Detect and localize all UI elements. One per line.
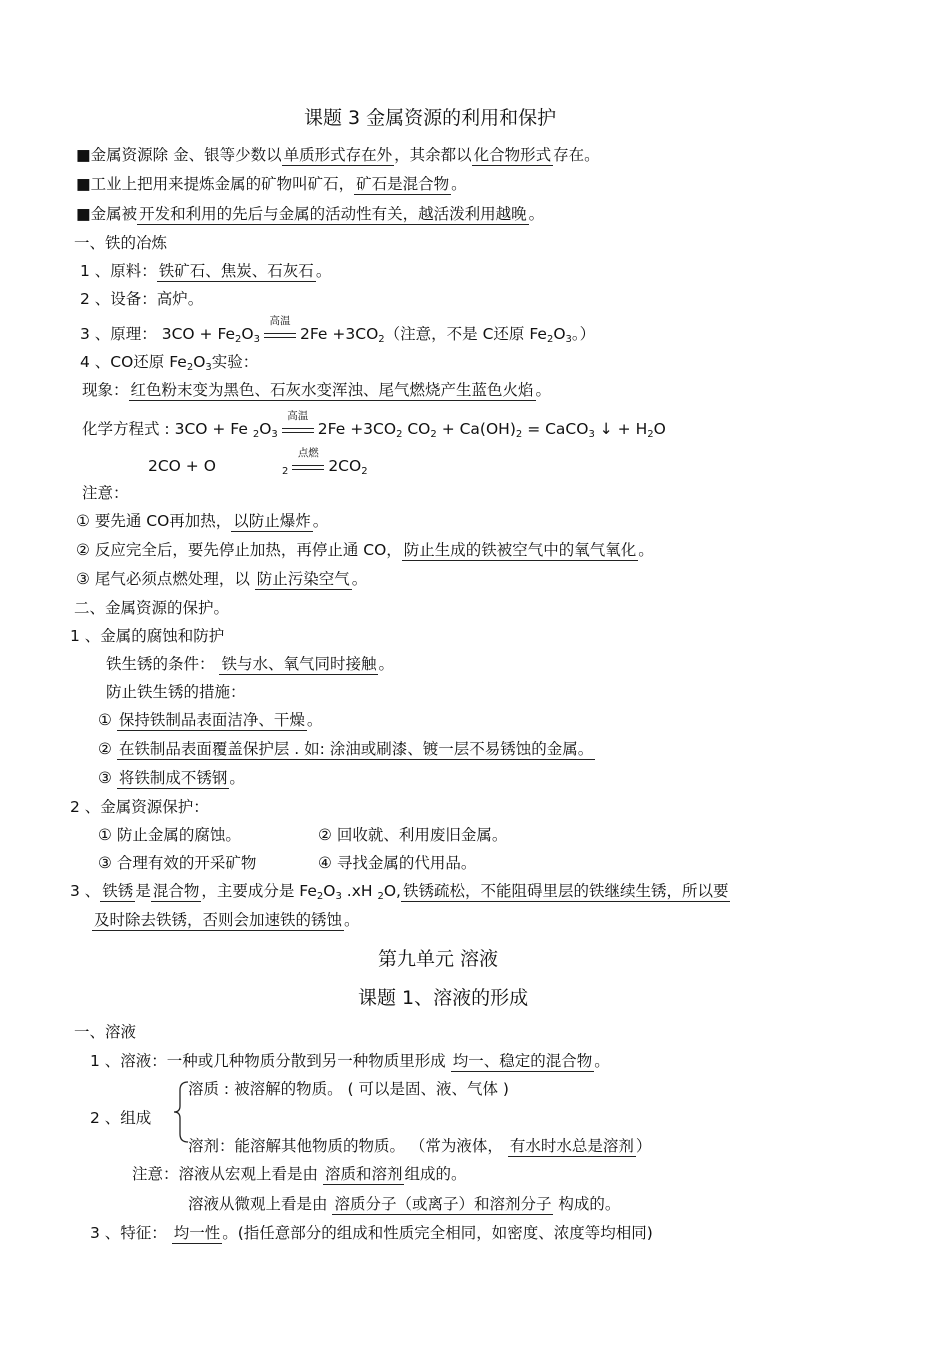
text: O <box>241 325 254 343</box>
section-heading: 二、金属资源的保护。 <box>74 599 230 617</box>
characteristics-line <box>90 1223 653 1243</box>
unit-title: 第九单元 溶液 <box>378 948 499 970</box>
measure-item-1 <box>98 710 322 730</box>
equation-line <box>82 409 666 445</box>
answer-blank: 溶质和溶剂 <box>324 1165 403 1183</box>
text: 1 、溶液：一种或几种物质分散到另一种物质里形成 <box>90 1052 451 1070</box>
answer-blank: 防止生成的铁被空气中的氧气氧化 <box>403 541 637 559</box>
answer-blank: 矿石是混合物 <box>356 175 450 193</box>
text: ，主要成分是 Fe <box>201 882 317 900</box>
text: 存在。 <box>553 146 600 164</box>
answer-blank: 混合物 <box>152 882 200 900</box>
text: .xH <box>341 882 378 900</box>
text: 溶液从微观上看是由 <box>188 1195 333 1213</box>
text: 2CO <box>328 457 362 475</box>
brace-icon <box>172 1080 192 1144</box>
text: + Ca(OH) <box>436 420 516 438</box>
reaction-arrow <box>264 314 296 342</box>
subscript: 2 <box>252 429 260 440</box>
measure-item-3 <box>98 768 245 788</box>
protection-item-1: ① 防止金属的腐蚀。 <box>98 826 241 844</box>
text: 。 <box>351 570 368 588</box>
text: （注意，不是 C还原 Fe <box>384 325 547 343</box>
text: 4 、CO还原 Fe <box>80 353 187 371</box>
subscript: 3 <box>205 362 212 373</box>
composition-label: 2 、组成 <box>90 1109 152 1127</box>
text: 2Fe +3CO <box>300 325 379 343</box>
answer-blank: 防止污染空气 <box>256 570 350 588</box>
subscript: 3 <box>271 429 278 440</box>
text: O <box>323 882 336 900</box>
experiment-line <box>80 352 258 378</box>
text: 化学方程式 : 3CO + Fe <box>82 420 253 438</box>
equipment-line: 2 、设备：高炉。 <box>80 290 204 308</box>
solute-line: 溶质 : 被溶解的物质。 ( 可以是固、液、气体 ) <box>188 1080 509 1098</box>
text: ■金属资源除 金、银等少数以 <box>76 146 282 164</box>
note-label: 注意： <box>82 484 129 502</box>
subscript: 2 <box>546 334 554 345</box>
reaction-arrow <box>292 446 324 474</box>
subscript: 2 <box>430 429 437 440</box>
text: ③ <box>98 769 117 787</box>
answer-blank: 保持铁制品表面洁净、干燥 <box>118 711 305 729</box>
subscript: 2 <box>281 466 289 477</box>
protection-item-4: ④ 寻找金属的代用品。 <box>318 854 477 872</box>
subscript: 2 <box>235 334 242 345</box>
text: 3 、 <box>70 882 101 900</box>
text: ① <box>98 711 117 729</box>
text: CO <box>402 420 431 438</box>
text: 。 <box>344 911 360 929</box>
text: 。 <box>528 205 545 223</box>
answer-blank: 红色粉末变为黑色、石灰水变浑浊、尾气燃烧产生蓝色火焰 <box>130 381 534 399</box>
text: 是 <box>135 882 151 900</box>
subscript: 2 <box>378 334 385 345</box>
subscript: 2 <box>377 891 384 902</box>
answer-blank: 铁锈 <box>102 882 134 900</box>
text: 。 <box>594 1052 610 1070</box>
answer-blank: 铁锈疏松，不能阻碍里层的铁继续生锈，所以要 <box>402 882 729 900</box>
subsection-heading: 1 、金属的腐蚀和防护 <box>70 627 225 645</box>
reaction-condition: 高温 <box>287 409 309 422</box>
text: 溶剂：能溶解其他物质的物质。 （常为液体， <box>188 1137 508 1155</box>
intro-line-2 <box>76 174 467 194</box>
rust-line <box>70 881 730 907</box>
text: 铁生锈的条件： <box>106 655 220 673</box>
phenomenon-line <box>82 380 551 400</box>
subscript: 2 <box>186 362 194 373</box>
text: 。） <box>571 325 596 343</box>
subscript: 2 <box>361 466 368 477</box>
measures-heading: 防止铁生锈的措施： <box>106 683 246 701</box>
text: 1 、原料： <box>80 262 157 280</box>
page-title: 课题 3 金属资源的利用和保护 <box>304 107 557 129</box>
rust-condition-line <box>106 654 394 674</box>
text: ↓ + H <box>594 420 648 438</box>
subscript: 3 <box>565 334 572 345</box>
principle-line <box>80 314 596 350</box>
rust-line-cont <box>92 910 360 930</box>
subscript: 3 <box>588 429 595 440</box>
text: ③ 尾气必须点燃处理，以 <box>76 570 255 588</box>
text: O <box>553 325 566 343</box>
text: 。(指任意部分的组成和性质完全相同，如密度、浓度等均相同) <box>222 1224 653 1242</box>
subscript: 3 <box>253 334 260 345</box>
text: 构成的。 <box>553 1195 621 1213</box>
text: 。 <box>638 541 654 559</box>
text: 。 <box>535 381 552 399</box>
lesson-title: 课题 1、溶液的形成 <box>358 987 529 1009</box>
reaction-condition: 点燃 <box>297 446 319 459</box>
note-item-1 <box>76 511 328 531</box>
text: 。 <box>451 175 467 193</box>
text: ② <box>98 740 117 758</box>
text: 。 <box>315 262 332 280</box>
subscript: 2 <box>515 429 523 440</box>
text: ② 反应完全后，要先停止加热，再停止通 CO， <box>76 541 402 559</box>
reaction-condition: 高温 <box>269 314 291 327</box>
intro-line-3 <box>76 204 544 224</box>
text: 2CO + O <box>148 457 216 475</box>
answer-blank: 均一性 <box>173 1224 221 1242</box>
text: ，其余都以 <box>394 146 472 164</box>
text: 组成的。 <box>404 1165 467 1183</box>
text: ■工业上把用来提炼金属的矿物叫矿石， <box>76 175 355 193</box>
text: 注意：溶液从宏观上看是由 <box>132 1165 323 1183</box>
answer-blank: 在铁制品表面覆盖保护层 . 如: 涂油或刷漆、镀一层不易锈蚀的金属。 <box>118 740 594 758</box>
text: = CaCO <box>522 420 589 438</box>
reaction-arrow <box>282 409 314 437</box>
solvent-line <box>188 1136 651 1156</box>
text: O <box>653 420 666 438</box>
note-item-3 <box>76 569 367 589</box>
note-macro <box>132 1164 466 1184</box>
answer-blank: 有水时水总是溶剂 <box>509 1137 634 1155</box>
text: 。 <box>378 655 394 673</box>
text: 。 <box>306 711 323 729</box>
answer-blank: 以防止爆炸 <box>233 512 311 530</box>
raw-materials-line <box>80 261 331 281</box>
text: 3 、原理： 3CO + Fe <box>80 325 236 343</box>
subscript: 2 <box>316 891 324 902</box>
text: ） <box>635 1137 652 1155</box>
answer-blank: 铁与水、氧气同时接触 <box>221 655 377 673</box>
answer-blank: 开发和利用的先后与金属的活动性有关，越活泼利用越晚 <box>139 205 527 223</box>
protection-item-2: ② 回收就、利用废旧金属。 <box>318 826 508 844</box>
subsection-heading: 2 、金属资源保护： <box>70 798 209 816</box>
text: ① 要先通 CO再加热， <box>76 512 232 530</box>
answer-blank: 将铁制成不锈钢 <box>118 769 228 787</box>
answer-blank: 溶质分子（或离子）和溶剂分子 <box>334 1195 552 1213</box>
text: 3 、特征： <box>90 1224 172 1242</box>
measure-item-2 <box>98 739 595 759</box>
text: 实验： <box>211 353 259 371</box>
answer-blank: 及时除去铁锈，否则会加速铁的锈蚀 <box>94 911 343 929</box>
subscript: 2 <box>396 429 403 440</box>
text: 。 <box>312 512 329 530</box>
answer-blank: 化合物形式 <box>473 146 552 164</box>
intro-line-1 <box>76 145 600 165</box>
subscript: 2 <box>647 429 654 440</box>
text: ■金属被 <box>76 205 138 223</box>
note-item-2 <box>76 540 654 560</box>
text: O <box>259 420 272 438</box>
protection-item-3: ③ 合理有效的开采矿物 <box>98 854 257 872</box>
text: 现象： <box>82 381 129 399</box>
equation-line-2 <box>148 446 368 482</box>
text: O, <box>383 882 401 900</box>
note-micro <box>188 1194 620 1214</box>
text: O <box>193 353 206 371</box>
answer-blank: 均一、稳定的混合物 <box>452 1052 593 1070</box>
text: 。 <box>229 769 245 787</box>
section-heading: 一、溶液 <box>74 1023 137 1041</box>
text: 2Fe +3CO <box>317 420 397 438</box>
solution-definition <box>90 1051 610 1071</box>
answer-blank: 单质形式存在外 <box>283 146 393 164</box>
subscript: 3 <box>335 891 342 902</box>
answer-blank: 铁矿石、焦炭、石灰石 <box>158 262 314 280</box>
section-heading: 一、铁的冶炼 <box>74 234 168 252</box>
